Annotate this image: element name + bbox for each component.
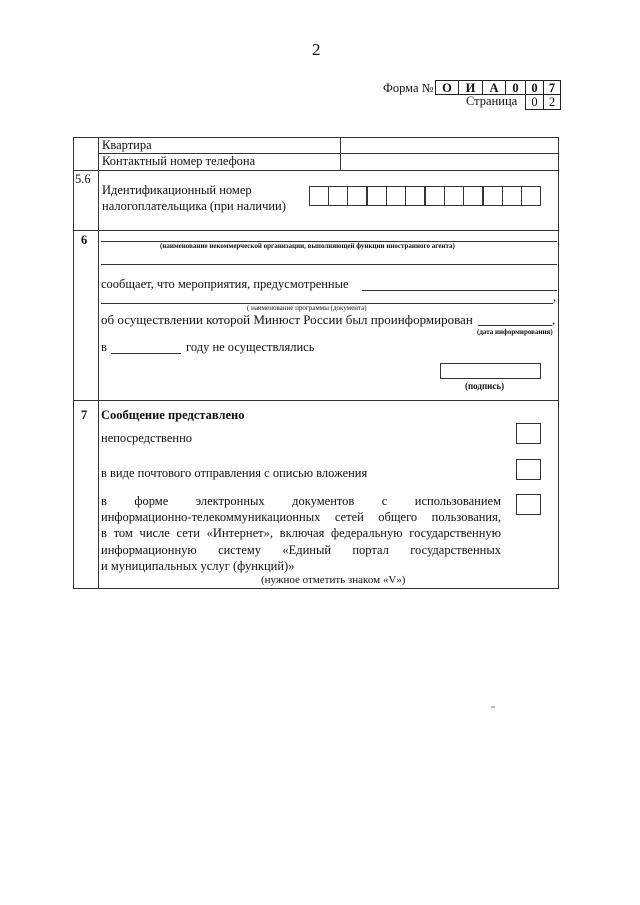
inn-digit-cell[interactable] xyxy=(483,186,503,206)
electronic-line: информационно-телекоммуникационных сетей общего пользования, xyxy=(101,510,501,525)
form-code-cell: О xyxy=(435,80,459,95)
program-name-caption: ( наименование программы (документа) xyxy=(247,304,367,312)
phone-field[interactable] xyxy=(341,154,558,170)
scan-artifact xyxy=(491,706,495,708)
inform-date-caption: (дата информирования) xyxy=(477,328,553,336)
inn-digit-cell[interactable] xyxy=(405,186,425,206)
row-divider xyxy=(73,170,559,171)
inform-date-line[interactable] xyxy=(478,325,552,326)
form-code-cell: 7 xyxy=(543,80,561,95)
inn-digit-cell[interactable] xyxy=(463,186,483,206)
inn-digit-cell[interactable] xyxy=(328,186,348,206)
reports-text: сообщает, что мероприятия, предусмотренные xyxy=(101,277,349,291)
signature-field[interactable] xyxy=(440,363,541,379)
inn-digit-cell[interactable] xyxy=(444,186,464,206)
electronic-line: в форме электронных документов с использованием xyxy=(101,494,501,508)
section7-title: Сообщение представлено xyxy=(101,408,245,422)
form-number-label: Форма № xyxy=(383,81,434,95)
row-divider xyxy=(73,400,559,401)
signature-caption: (подпись) xyxy=(465,381,505,391)
table-border-right xyxy=(558,137,559,589)
program-name-line[interactable] xyxy=(362,290,557,291)
table-column-divider xyxy=(98,137,99,589)
option-direct-label: непосредственно xyxy=(101,431,193,445)
apartment-label: Квартира xyxy=(102,138,152,152)
inn-digit-cell[interactable] xyxy=(386,186,406,206)
inn-digit-cell[interactable] xyxy=(425,186,445,206)
form-code-cell: 0 xyxy=(525,80,544,95)
page-digit-cell: 2 xyxy=(543,94,561,110)
electronic-line: информационную систему «Единый портал государственных xyxy=(101,542,501,557)
phone-label: Контактный номер телефона xyxy=(102,154,256,168)
inn-label-line2: налогоплательщика (при наличии) xyxy=(102,199,286,213)
table-border-bottom xyxy=(73,588,559,589)
option-post-label: в виде почтового отправления с описью вложения xyxy=(101,466,368,480)
form-code-cell: 0 xyxy=(505,80,526,95)
year-suffix: году не осуществлялись xyxy=(186,340,315,354)
row-divider xyxy=(73,230,559,231)
row-number-7: 7 xyxy=(81,408,88,422)
informed-text: об осуществлении которой Минюст России был проинформирован xyxy=(101,312,473,327)
form-code-cell: А xyxy=(482,80,506,95)
option-electronic-label xyxy=(101,493,501,574)
check-note: (нужное отметить знаком «V») xyxy=(261,574,406,586)
inn-digit-cell[interactable] xyxy=(521,186,541,206)
electronic-line: и муниципальных услуг (функций)» xyxy=(101,558,295,573)
page-label: Страница xyxy=(466,94,518,108)
page-number: 2 xyxy=(312,40,321,59)
option-electronic-checkbox[interactable] xyxy=(516,494,541,515)
page-digit-cell: 0 xyxy=(525,94,544,110)
year-line[interactable] xyxy=(111,353,181,354)
apartment-field[interactable] xyxy=(341,138,558,153)
row-number-6: 6 xyxy=(81,233,88,247)
org-name-caption: (наименование некоммерческой организации, выполняющей функции иностранного агента) xyxy=(160,242,455,250)
comma: , xyxy=(552,313,556,327)
org-name-line-2[interactable] xyxy=(101,264,557,265)
inn-digit-cell[interactable] xyxy=(347,186,367,206)
option-post-checkbox[interactable] xyxy=(516,459,541,480)
row-number-5-6: 5.6 xyxy=(75,172,91,186)
comma: , xyxy=(553,290,557,304)
table-border-left xyxy=(73,137,74,589)
inn-digit-cell[interactable] xyxy=(367,186,387,206)
electronic-line: в том числе сети «Интернет», включая федеральную государственную xyxy=(101,526,501,541)
form-code-cell: И xyxy=(458,80,483,95)
inn-digit-cell[interactable] xyxy=(309,186,329,206)
inn-digit-cell[interactable] xyxy=(502,186,522,206)
year-prefix: в xyxy=(101,340,107,354)
inn-label-line1: Идентификационный номер xyxy=(102,183,252,197)
option-direct-checkbox[interactable] xyxy=(516,423,541,444)
